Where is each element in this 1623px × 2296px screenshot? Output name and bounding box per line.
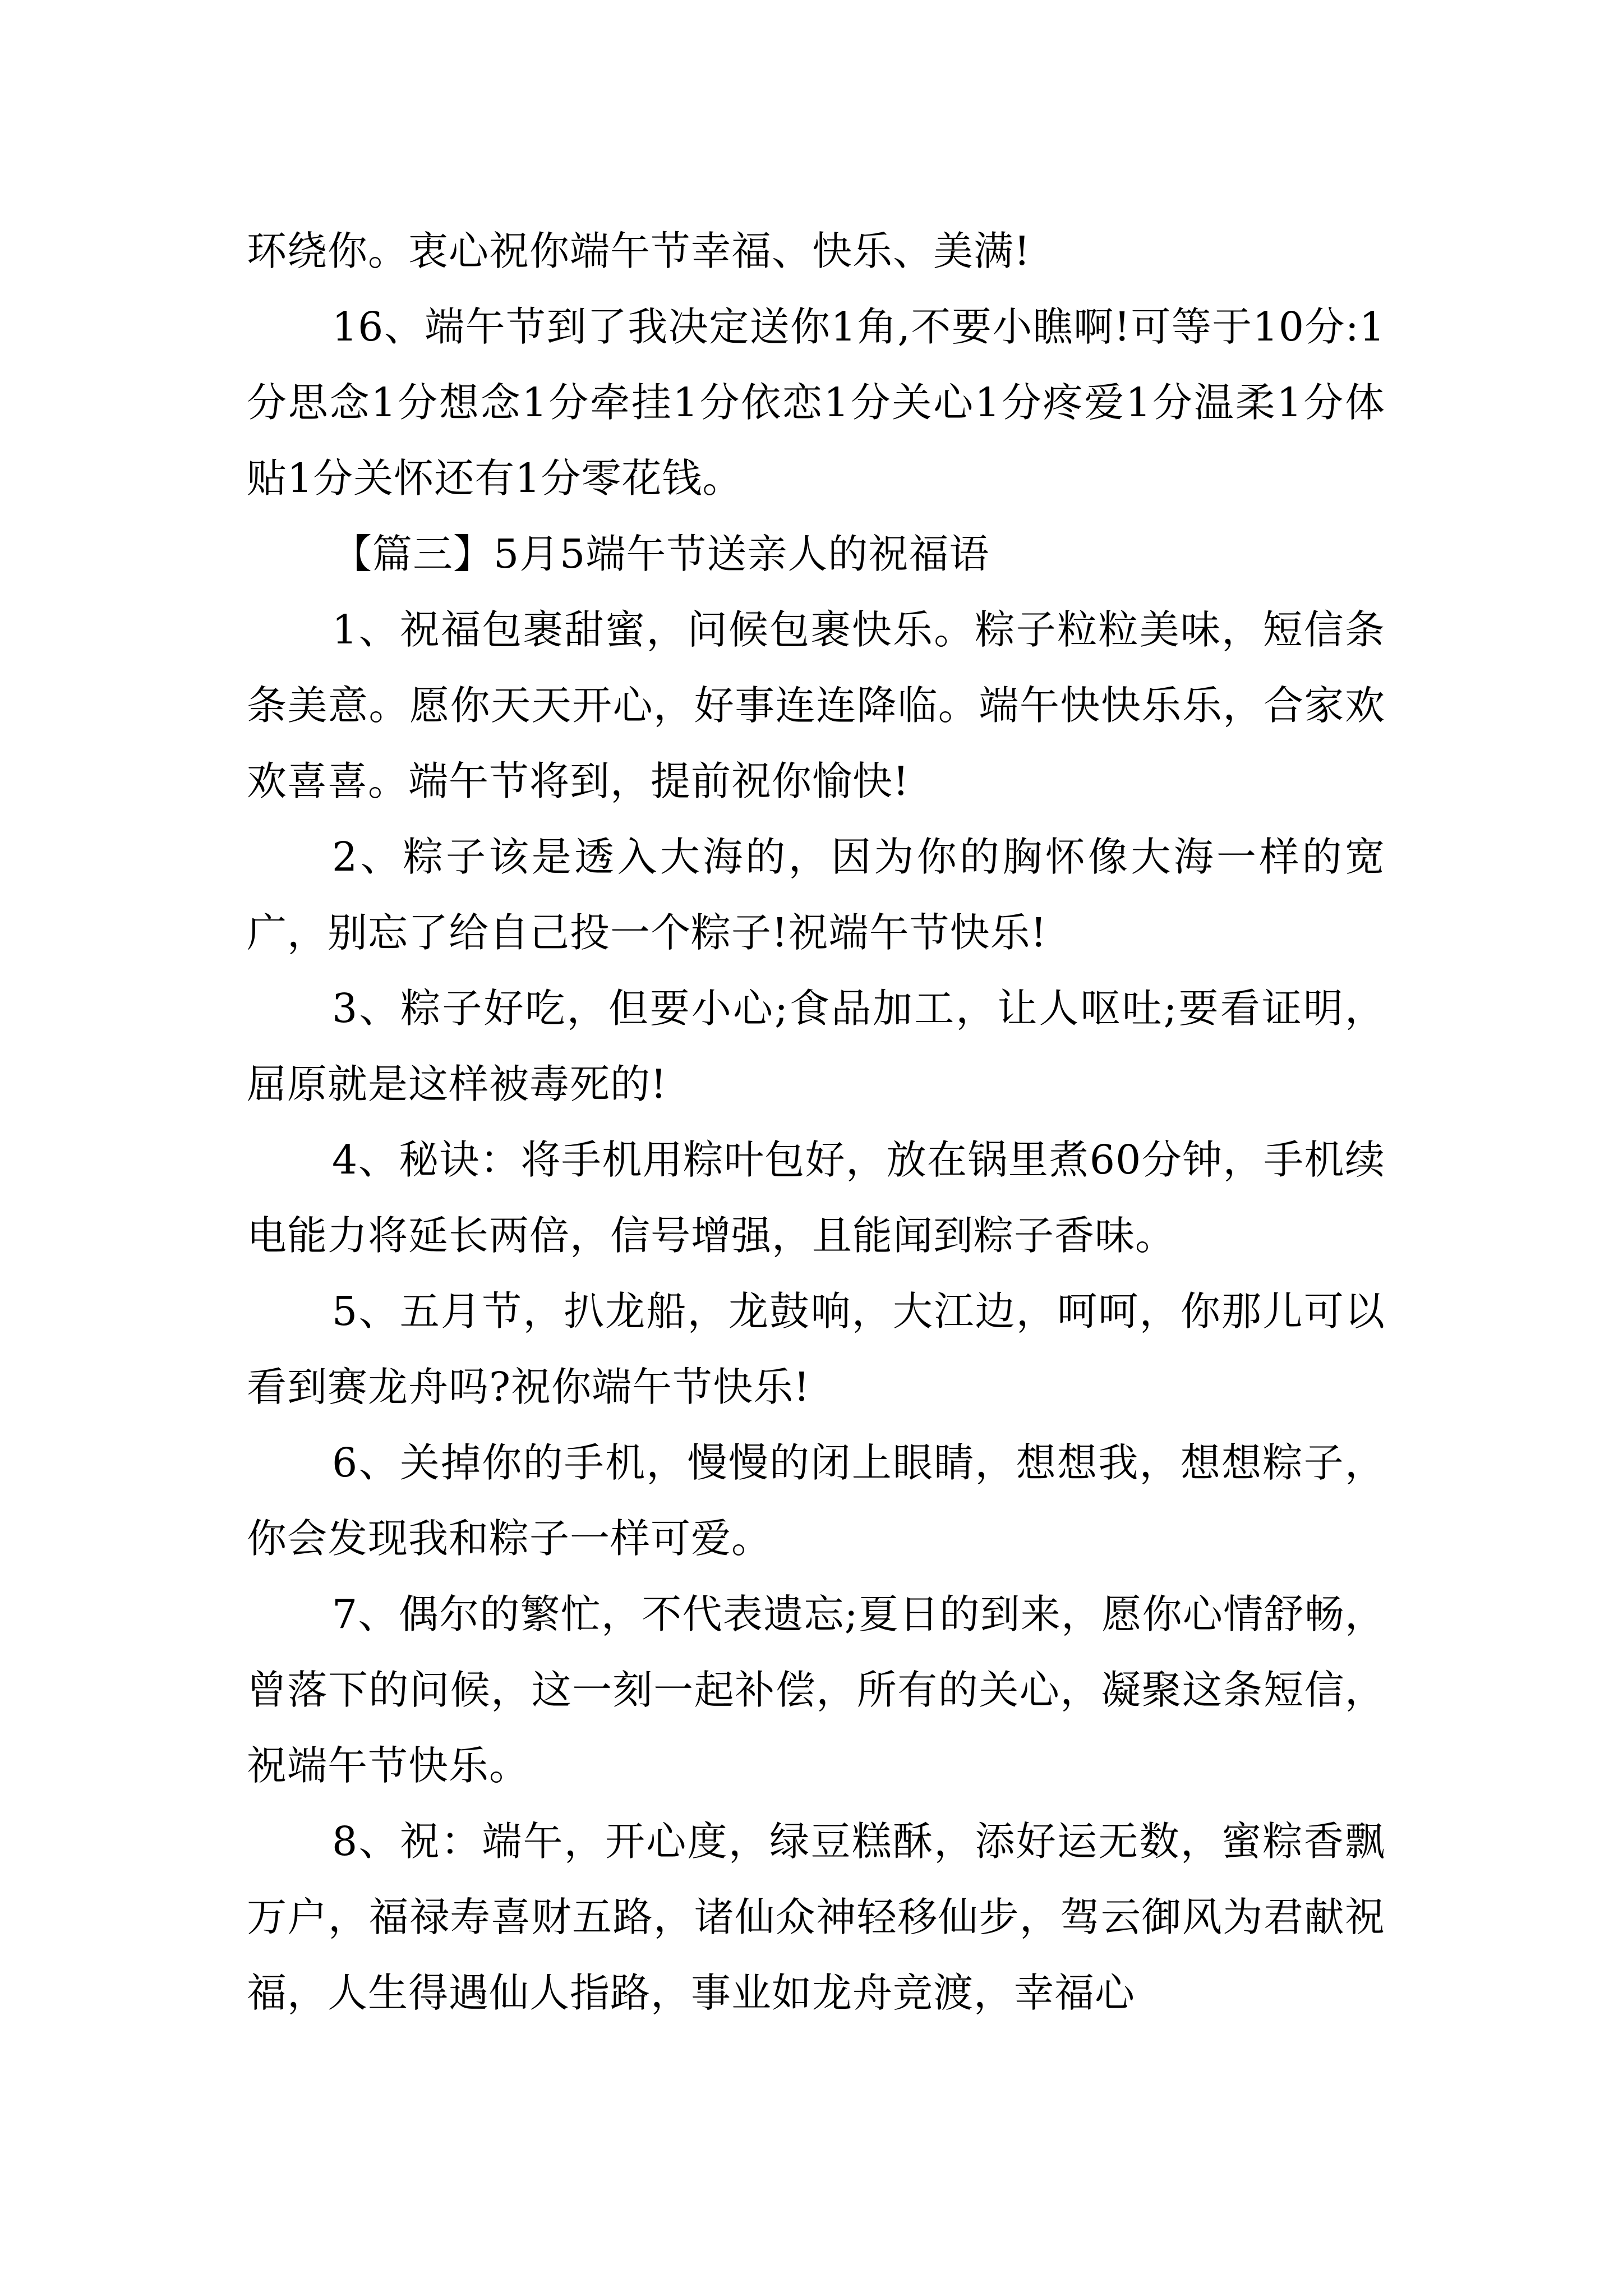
- paragraph-item-5: 5、五月节，扒龙船，龙鼓响，大江边，呵呵，你那儿可以看到赛龙舟吗?祝你端午节快乐!: [247, 1288, 1385, 1410]
- paragraph-item-2: 2、粽子该是透入大海的，因为你的胸怀像大海一样的宽广，别忘了给自己投一个粽子!祝端午节快乐!: [247, 834, 1385, 956]
- paragraph-item-6: 6、关掉你的手机，慢慢的闭上眼睛，想想我，想想粽子，你会发现我和粽子一样可爱。: [247, 1439, 1385, 1562]
- document-page: [247, 213, 1385, 2031]
- paragraph-item-3: 3、粽子好吃，但要小心;食品加工，让人呕吐;要看证明，屈原就是这样被毒死的!: [247, 985, 1385, 1107]
- paragraph-item-16: 16、端午节到了我决定送你1角,不要小瞧啊!可等于10分:1分思念1分想念1分牵挂1分依恋1分关心1分疼爱1分温柔1分体贴1分关怀还有1分零花钱。: [247, 303, 1385, 501]
- paragraph-item-7: 7、偶尔的繁忙，不代表遗忘;夏日的到来，愿你心情舒畅，曾落下的问候，这一刻一起补偿，所有的关心，凝聚这条短信，祝端午节快乐。: [247, 1591, 1385, 1789]
- paragraph-item-4: 4、秘诀：将手机用粽叶包好，放在锅里煮60分钟，手机续电能力将延长两倍，信号增强，且能闻到粽子香味。: [247, 1137, 1385, 1259]
- paragraph-item-1: 1、祝福包裹甜蜜，问候包裹快乐。粽子粒粒美味，短信条条美意。愿你天天开心，好事连连降临。端午快快乐乐，合家欢欢喜喜。端午节将到，提前祝你愉快!: [247, 606, 1385, 804]
- paragraph-item-8: 8、祝：端午，开心度，绿豆糕酥，添好运无数，蜜粽香飘万户，福禄寿喜财五路，诸仙众神轻移仙步，驾云御风为君献祝福，人生得遇仙人指路，事业如龙舟竞渡，幸福心: [247, 1818, 1385, 2016]
- section-heading: 【篇三】5月5端午节送亲人的祝福语: [332, 531, 990, 577]
- paragraph-continuation: 环绕你。衷心祝你端午节幸福、快乐、美满!: [247, 228, 1031, 274]
